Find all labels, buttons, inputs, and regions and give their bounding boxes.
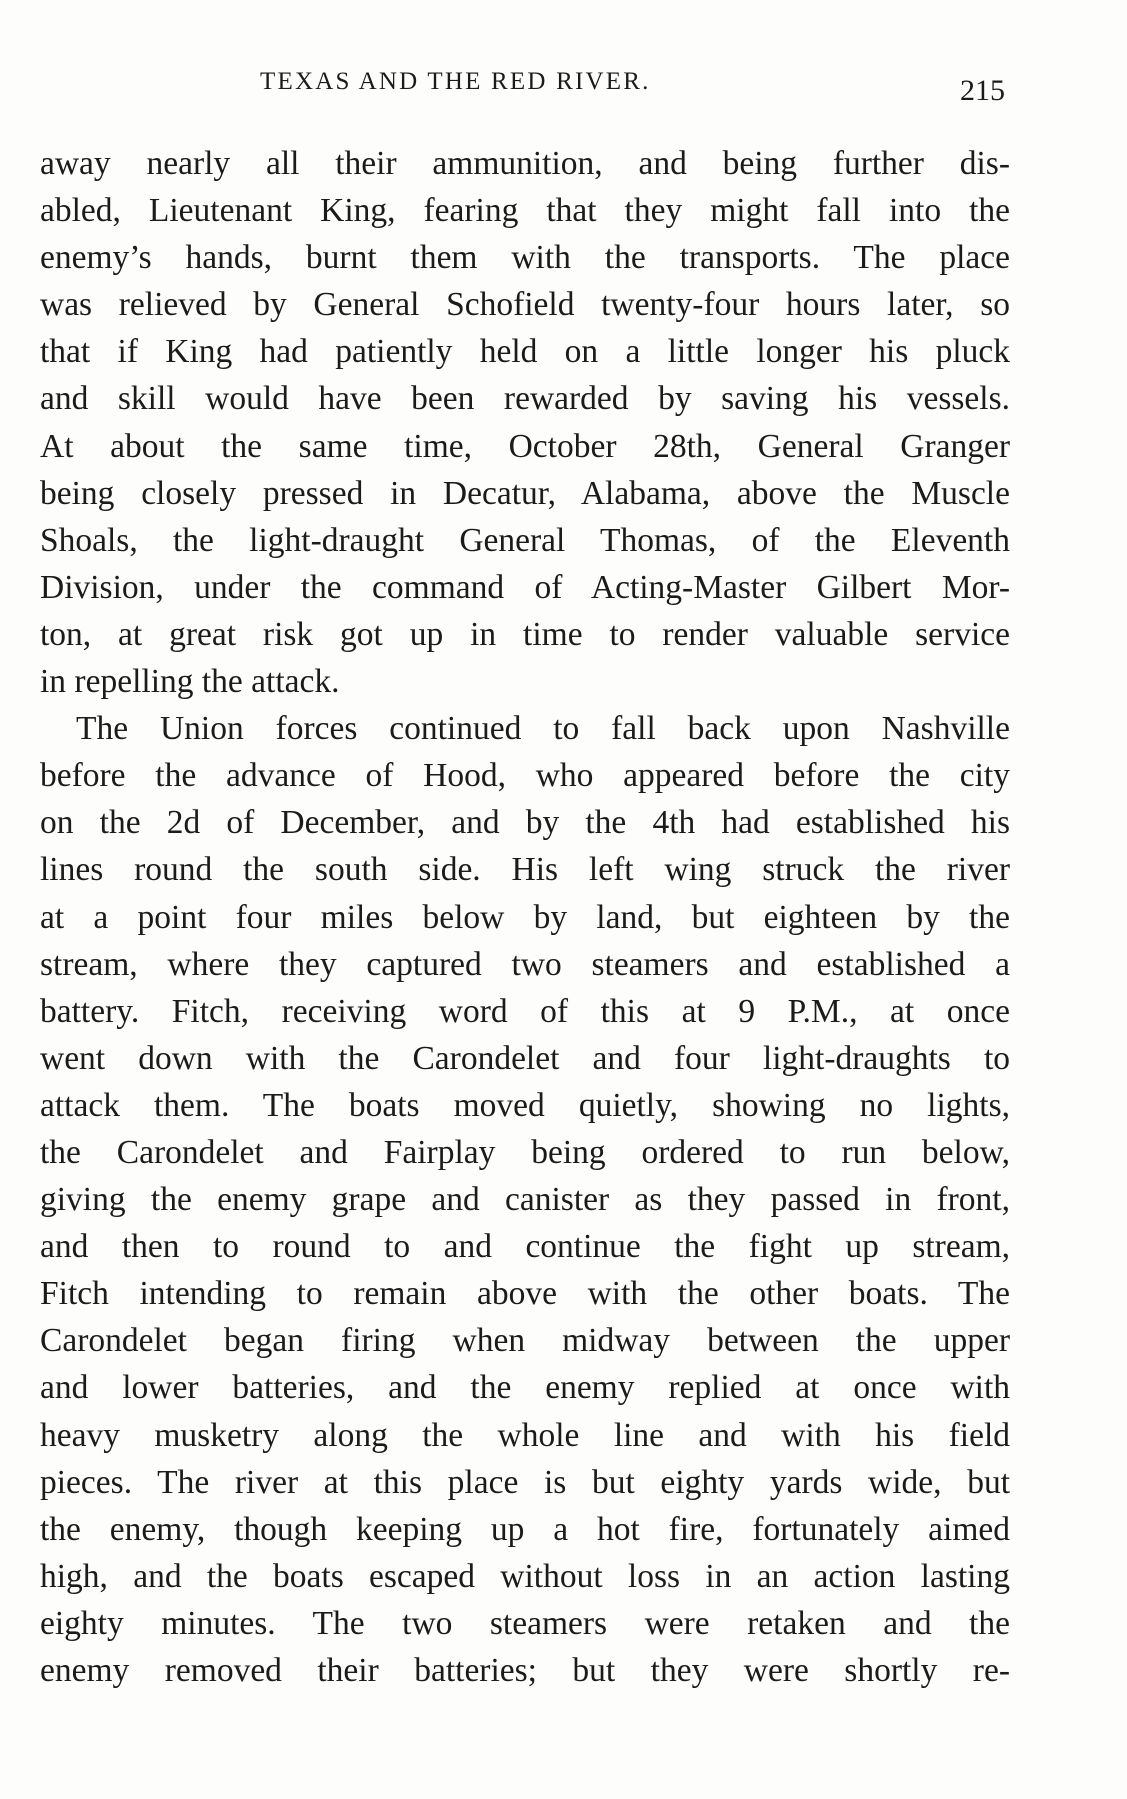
text-line: heavy musketry along the whole line and with his field [40,1416,1010,1454]
text-line: on the 2d of December, and by the 4th had established his [40,804,1010,842]
text-line: before the advance of Hood, who appeared before the city [40,757,1010,795]
text-line: Shoals, the light-draught General Thomas, of the Eleventh [40,521,1010,559]
text-line: attack them. The boats moved quietly, showing no lights, [40,1086,1010,1124]
text-line: away nearly all their ammunition, and being further dis- [40,145,1010,182]
text-line: enemy removed their batteries; but they were shortly re- [40,1652,1010,1689]
text-line: the Carondelet and Fairplay being ordered to run below, [40,1133,1010,1171]
text-line: Carondelet began firing when midway between the upper [40,1322,1010,1360]
text-line: and lower batteries, and the enemy replied at once with [40,1369,1010,1407]
text-line: Division, under the command of Acting-Master Gilbert Mor- [40,568,1010,606]
text-line: enemy’s hands, burnt them with the transports. The place [40,239,1010,277]
paragraph-1 [40,140,1010,705]
text-line: went down with the Carondelet and four light-draughts to [40,1039,1010,1077]
text-line: pieces. The river at this place is but eighty yards wide, but [40,1463,1010,1501]
text-line: At about the same time, October 28th, General Granger [40,427,1010,465]
text-line: stream, where they captured two steamers and established a [40,945,1010,983]
text-line: abled, Lieutenant King, fearing that they might fall into the [40,192,1010,230]
running-title: TEXAS AND THE RED RIVER. [260,68,651,95]
page-number: 215 [960,74,1005,107]
text-line: at a point four miles below by land, but eighteen by the [40,898,1010,936]
text-line: and skill would have been rewarded by saving his vessels. [40,380,1010,418]
text-line: was relieved by General Schofield twenty-four hours later, so [40,286,1010,324]
text-line: and then to round to and continue the fight up stream, [40,1228,1010,1266]
text-line: being closely pressed in Decatur, Alabama, above the Muscle [40,474,1010,512]
text-line: battery. Fitch, receiving word of this at 9 P.M., at once [40,992,1010,1030]
text-line: high, and the boats escaped without loss in an action lasting [40,1557,1010,1595]
text-line: giving the enemy grape and canister as they passed in front, [40,1181,1010,1219]
text-line: the enemy, though keeping up a hot fire, fortunately aimed [40,1510,1010,1548]
body-text [40,140,1010,1694]
text-line: eighty minutes. The two steamers were retaken and the [40,1604,1010,1642]
text-line: The Union forces continued to fall back upon Nashville [76,710,1010,748]
text-line: ton, at great risk got up in time to render valuable service [40,615,1010,653]
text-line: in repelling the attack. [40,663,340,701]
text-line: lines round the south side. His left wing struck the river [40,851,1010,889]
text-line: that if King had patiently held on a little longer his pluck [40,333,1010,371]
paragraph-2 [40,705,1010,1694]
running-header [40,68,1020,112]
text-line: Fitch intending to remain above with the other boats. The [40,1275,1010,1313]
